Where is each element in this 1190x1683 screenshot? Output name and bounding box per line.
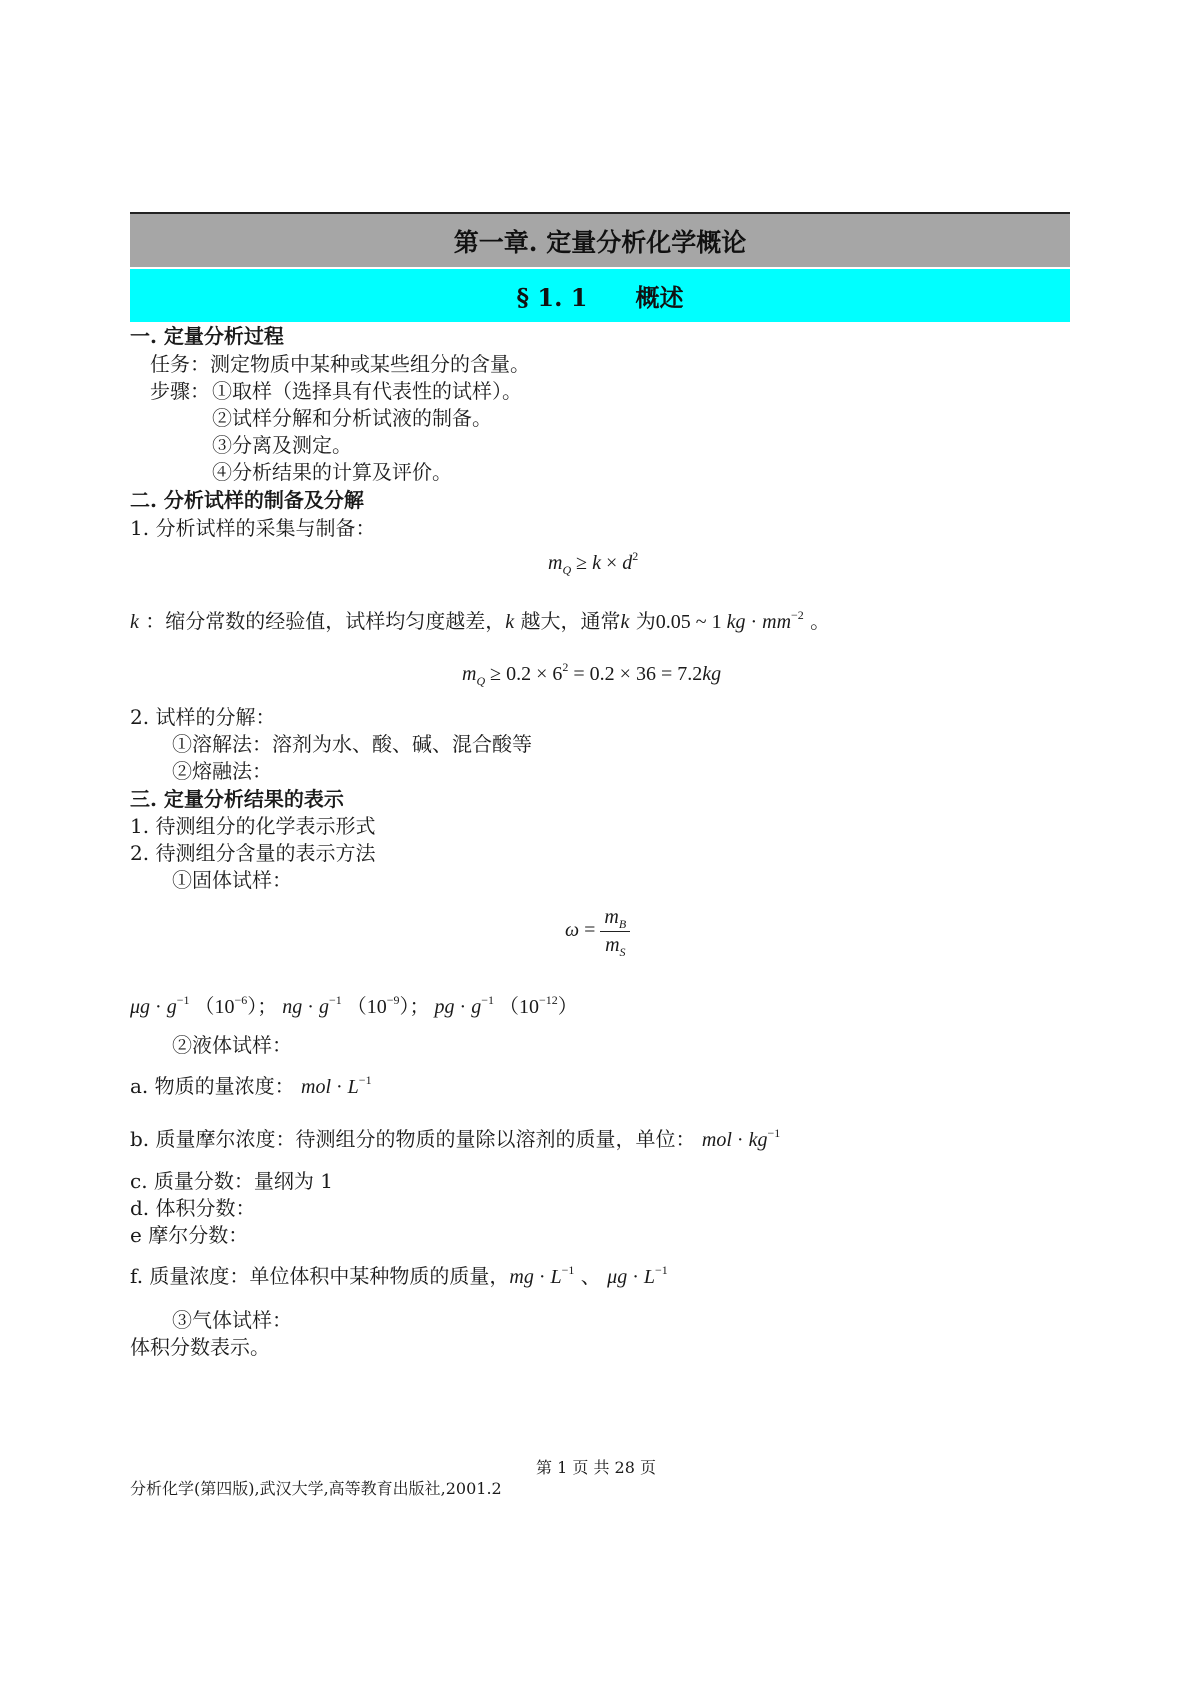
liquid-item-a: a. 物质的量浓度： mol · $L^{-1}$ <box>130 1073 372 1098</box>
item-b-text: b. 质量摩尔浓度：待测组分的物质的量除以溶剂的质量，单位： <box>130 1127 696 1151</box>
k-text-2: 越大，通常 <box>520 609 621 633</box>
liquid-sample-label: ②液体试样： <box>172 1033 292 1057</box>
representation-item: 1. 待测组分的化学表示形式 <box>130 814 376 838</box>
step-item: ④分析结果的计算及评价。 <box>212 460 452 484</box>
liquid-item-b: b. 质量摩尔浓度：待测组分的物质的量除以溶剂的质量，单位： mol · $kg^{-1}$ <box>130 1126 781 1151</box>
k-text-3: 为 <box>635 609 656 633</box>
content-item: 2. 待测组分含量的表示方法 <box>130 841 376 865</box>
task-line: 任务：测定物质中某种或某些组分的含量。 <box>150 352 530 376</box>
solid-sample-label: ①固体试样： <box>172 868 292 892</box>
item-a-text: a. 物质的量浓度： <box>130 1074 295 1098</box>
section-header-band <box>130 269 1070 322</box>
step-item: ①取样（选择具有代表性的试样）。 <box>212 379 522 403</box>
steps-label: 步骤： <box>150 379 210 403</box>
method-item: ②熔融法： <box>172 759 272 783</box>
gas-sample-label: ③气体试样： <box>172 1308 292 1332</box>
reference-citation: 分析化学(第四版),武汉大学,高等教育出版社,2001.2 <box>130 1479 502 1498</box>
liquid-item-c: c. 质量分数：量纲为 1 <box>130 1169 333 1193</box>
heading-part3: 三. 定量分析结果的表示 <box>130 787 344 811</box>
decomposition-item: 2. 试样的分解： <box>130 705 276 729</box>
step-item: ②试样分解和分析试液的制备。 <box>212 406 492 430</box>
item-f-separator: 、 <box>580 1264 601 1288</box>
item-f-text: f. 质量浓度：单位体积中某种物质的质量， <box>130 1264 510 1288</box>
step-item: ③分离及测定。 <box>212 433 352 457</box>
section-title <box>516 278 683 313</box>
formula-sample-mass: $m_Q \ge k \times d^2$ <box>548 549 639 577</box>
sampling-item: 1. 分析试样的采集与制备： <box>130 516 376 540</box>
liquid-item-f: f. 质量浓度：单位体积中某种物质的质量，mg · $L^{-1}$ 、 $\mu g \cdot L^{-1}$ <box>130 1263 668 1288</box>
heading-part1: 一. 定量分析过程 <box>130 324 284 348</box>
formula-sample-calc: $m_Q \ge 0.2 \times 6^2 = 0.2 \times 36 = 7.2kg$ <box>462 660 722 688</box>
k-text-end: 。 <box>810 609 831 633</box>
heading-part2: 二. 分析试样的制备及分解 <box>130 488 364 512</box>
k-description: k ：缩分常数的经验值，试样均匀度越差，k 越大，通常k 为0.05 ~ 1 kg · $mm^{-2}$ 。 <box>130 608 831 633</box>
chapter-header-band <box>130 214 1070 267</box>
section-name: 概述 <box>635 283 684 312</box>
gas-sample-desc: 体积分数表示。 <box>130 1335 270 1359</box>
section-number: § 1. 1 <box>516 283 588 312</box>
liquid-item-d: d. 体积分数： <box>130 1196 256 1220</box>
liquid-item-e: e 摩尔分数： <box>130 1223 249 1247</box>
page-number: 第 1 页 共 28 页 <box>536 1458 656 1477</box>
method-item: ①溶解法：溶剂为水、酸、碱、混合酸等 <box>172 732 532 756</box>
formula-mass-fraction: ω = $\frac{m_B}{m_S}$ <box>565 906 630 957</box>
k-text-1: ：缩分常数的经验值，试样均匀度越差， <box>145 609 506 633</box>
solid-units: $\mu g \cdot g^{-1}$ $(10^{-6})$； ng · $g^{-1}$ $(10^{-9})$； pg · $g^{-1}$ $(10^{-12})$ <box>130 993 578 1018</box>
chapter-title: 第一章. 定量分析化学概论 <box>453 227 747 257</box>
